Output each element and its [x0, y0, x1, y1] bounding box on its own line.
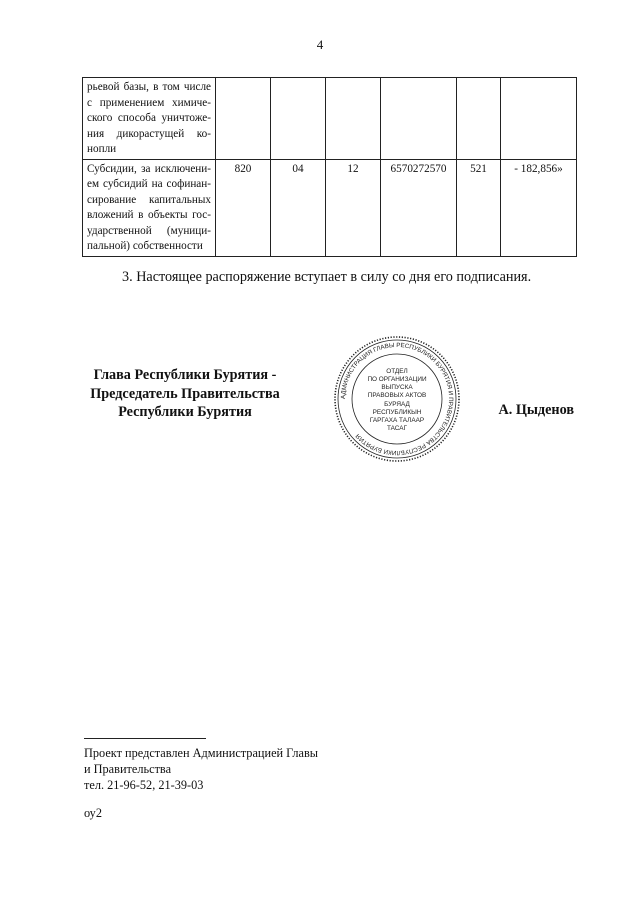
description-line: нопли [87, 143, 117, 155]
table-cell: 04 [271, 159, 326, 256]
stamp-text-line: ПРАВОВЫХ АКТОВ [367, 392, 427, 399]
stamp-text-line: РЕСПУБЛИКЫН [372, 409, 422, 416]
table-cell [457, 78, 501, 160]
description-line: Субсидии, за исключени- [87, 162, 211, 175]
signatory-position-line: Председатель Правительства [90, 385, 280, 402]
official-stamp [333, 335, 461, 463]
description-line: ния дикорастущей ко- [87, 127, 211, 140]
footnote-line: Проект представлен Администрацией Главы [84, 746, 319, 760]
signatory-position [70, 366, 300, 422]
stamp-text-line: ОТДЕЛ [386, 368, 408, 375]
table-cell [271, 78, 326, 160]
table-row [83, 159, 577, 256]
stamp-text-line: ПО ОРГАНИЗАЦИИ [367, 376, 427, 383]
footnote [84, 745, 318, 793]
description-line: ского способа уничтоже- [87, 112, 211, 124]
description-line: ударственной (муници- [87, 224, 211, 237]
table-cell [216, 78, 271, 160]
stamp-text-line: БУРЯАД [384, 401, 410, 408]
stamp-text-line: ВЫПУСКА [381, 384, 413, 391]
stamp-center-text [367, 368, 427, 432]
footnote-divider [84, 738, 206, 739]
footnote-line: и Правительства [84, 762, 172, 776]
description-line: рьевой базы, в том числе [87, 81, 211, 93]
table-cell [381, 78, 457, 160]
table-cell [501, 78, 577, 160]
table-row [83, 78, 577, 160]
stamp-text-line: ТАСАГ [386, 425, 408, 432]
table-cell: 521 [457, 159, 501, 256]
stamp-text-line: ГАРГАХА ТАЛААР [369, 417, 425, 424]
description-line: с применением химиче- [87, 96, 211, 109]
footnote-line: тел. 21-96-52, 21-39-03 [84, 778, 204, 792]
effective-clause: 3. Настоящее распоряжение вступает в силу со дня его подписания. [122, 269, 532, 285]
signatory-position-line: Республики Бурятия [118, 404, 252, 420]
table-cell: 6570272570 [381, 159, 457, 256]
document-code: оу2 [84, 806, 102, 820]
description-line: сирование капитальных [87, 193, 211, 206]
table-cell: 12 [326, 159, 381, 256]
stamp-outer-ring [335, 337, 459, 461]
stamp-ring [338, 340, 456, 458]
table-cell: 820 [216, 159, 271, 256]
description-line: ем субсидий на софинан- [87, 178, 211, 190]
description-line: вложений в объекты гос- [87, 209, 211, 221]
table-cell [326, 78, 381, 160]
row-description [83, 159, 216, 256]
row-description [83, 78, 216, 160]
table-cell: - 182,856» [501, 159, 577, 256]
description-line: пальной) собственности [87, 240, 203, 252]
signatory-position-line: Глава Республики Бурятия - [93, 367, 277, 383]
stamp-ring-text: АДМИНИСТРАЦИЯ ГЛАВЫ РЕСПУБЛИКИ БУРЯТИЯ И ПРАВИТЕЛЬСТВА РЕСПУБЛИКИ БУРЯТИЯ [339, 341, 455, 457]
page-number: 4 [316, 37, 324, 52]
signatory-name: А. Цыденов [498, 402, 574, 418]
budget-table [82, 77, 577, 257]
